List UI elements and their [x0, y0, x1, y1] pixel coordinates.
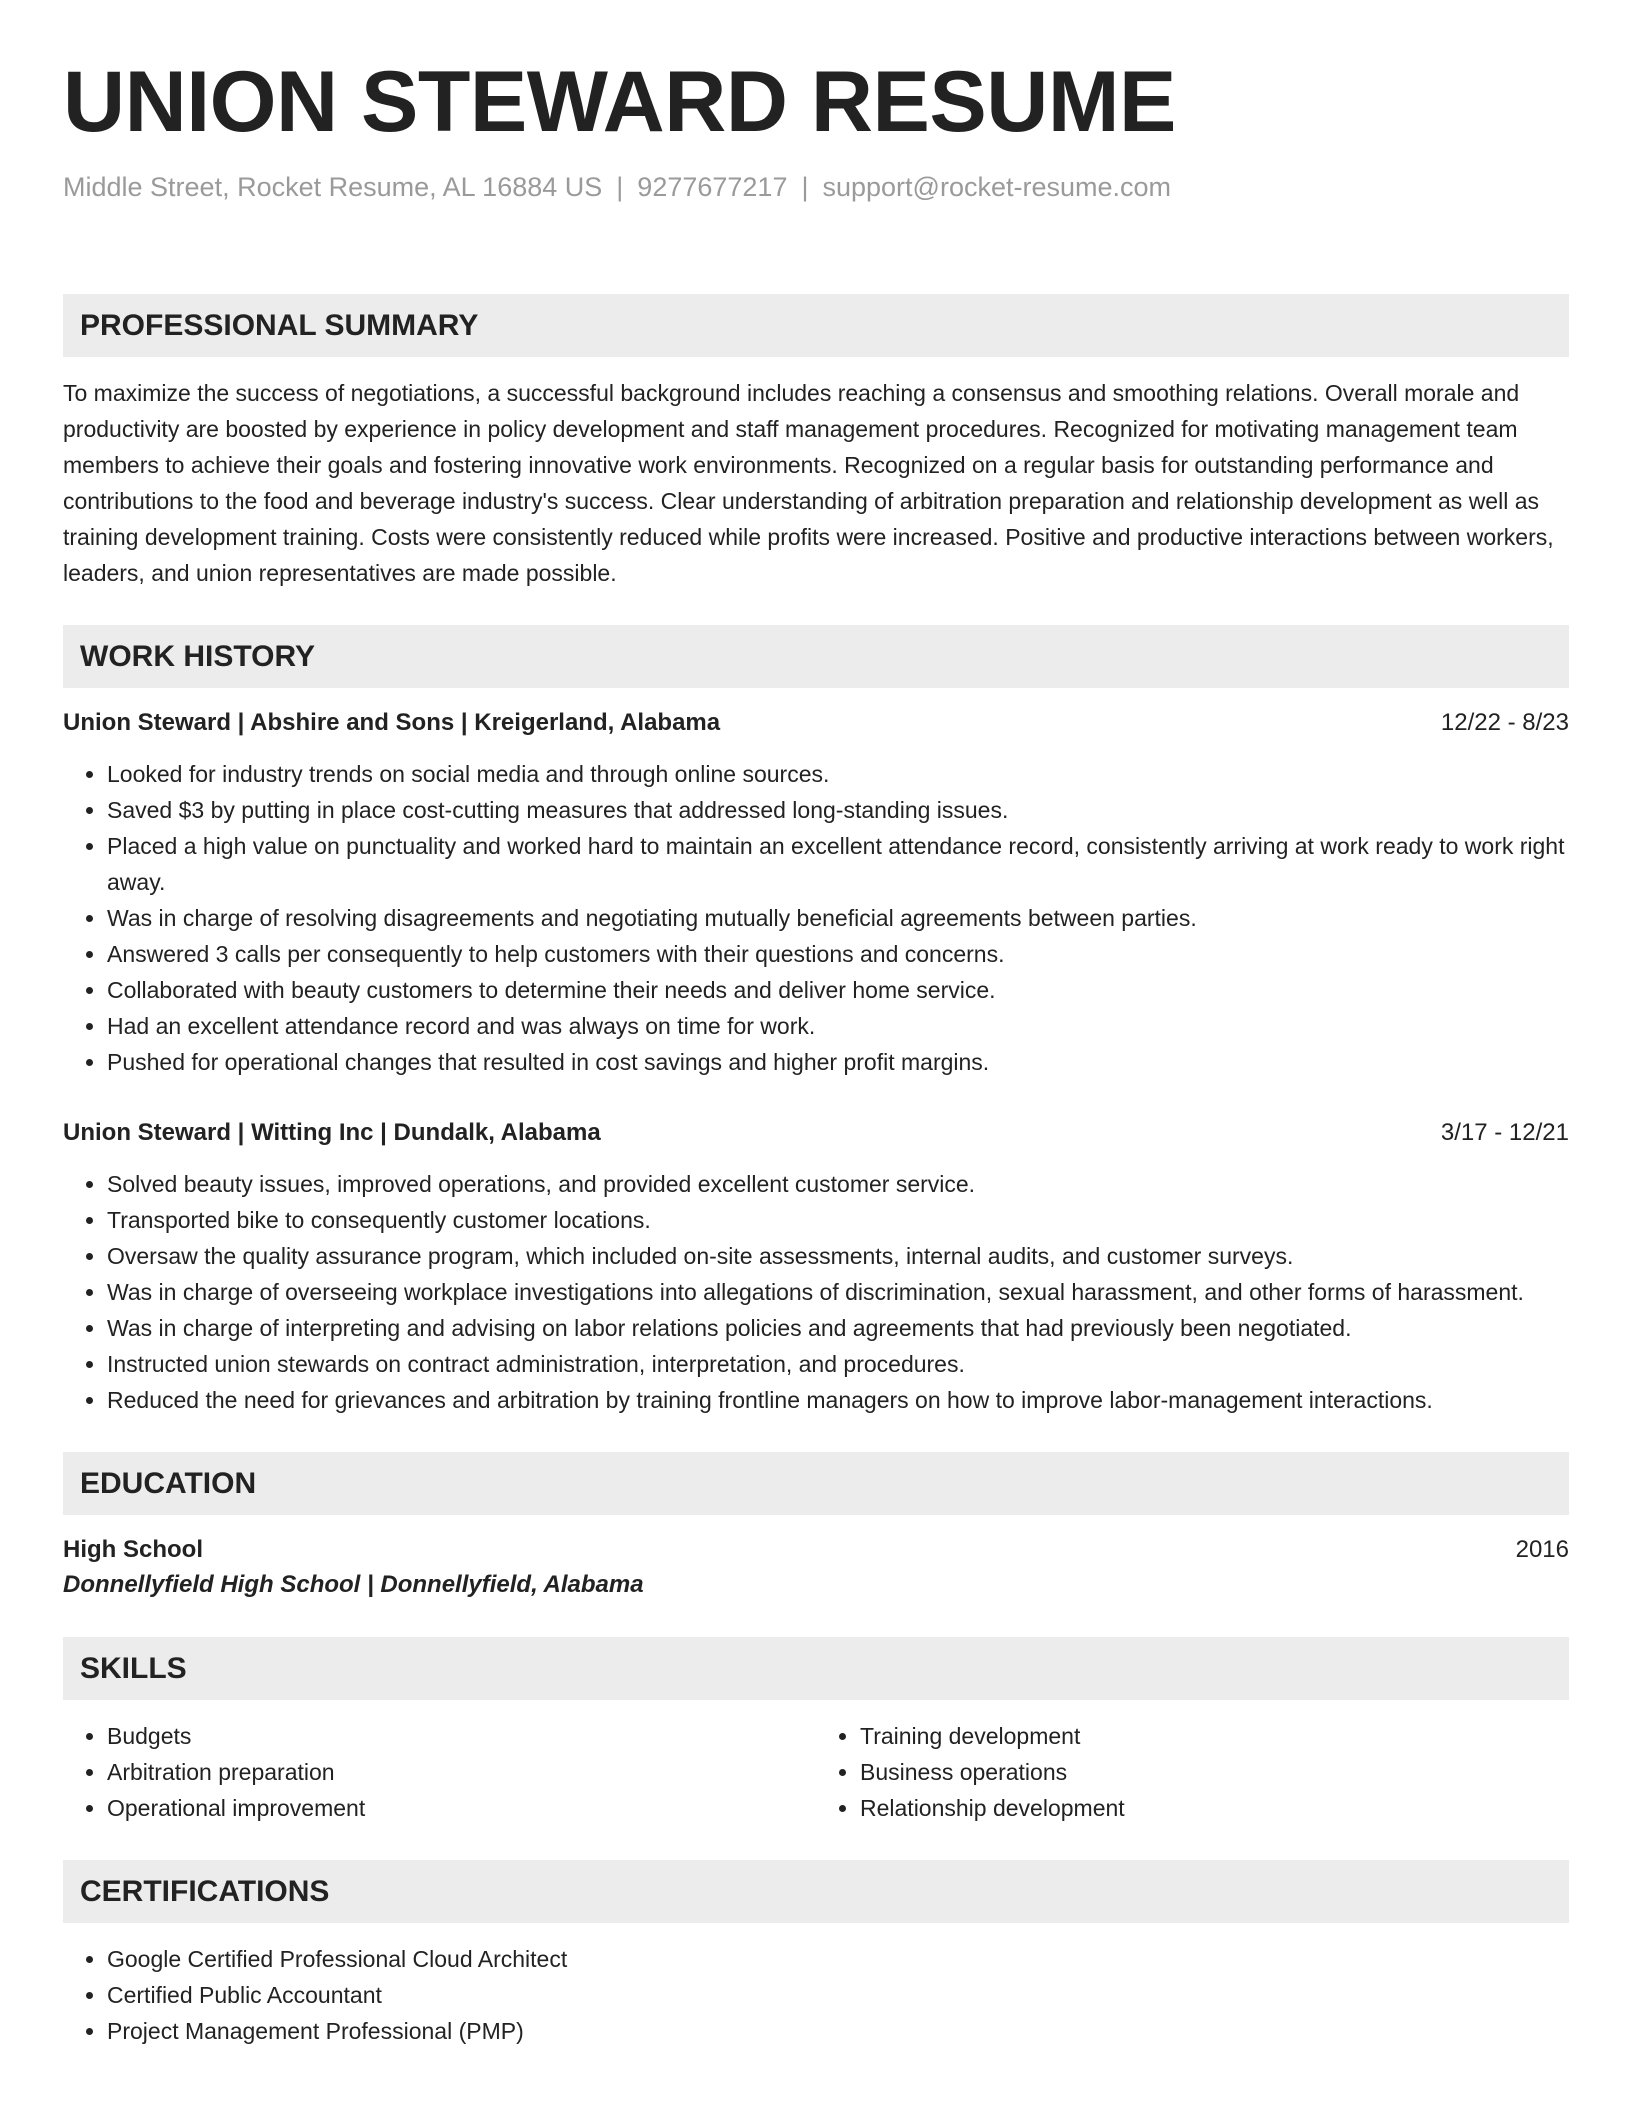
list-item: • Was in charge of overseeing workplace investigations into allegations of discrimination, sexual harassment, and other forms of harassment. [107, 1274, 1569, 1310]
job-entry [63, 1116, 1569, 1418]
list-item: • Budgets [107, 1718, 816, 1754]
list-item: • Was in charge of resolving disagreements and negotiating mutually beneficial agreements between parties. [107, 900, 1569, 936]
section-heading: WORK HISTORY [63, 625, 1569, 688]
summary-section [63, 294, 1569, 591]
certifications-list [63, 1941, 1569, 2049]
education-header [63, 1533, 1569, 1567]
education-entry [63, 1533, 1569, 1603]
contact-line [63, 170, 1569, 204]
skills-section [63, 1637, 1569, 1826]
education-year: 2016 [1515, 1536, 1569, 1563]
list-item: • Project Management Professional (PMP) [107, 2013, 1569, 2049]
list-item: • Was in charge of interpreting and advising on labor relations policies and agreements that had previously been negotiated. [107, 1310, 1569, 1346]
list-item: • Google Certified Professional Cloud Architect [107, 1941, 1569, 1977]
contact-email: support@rocket-resume.com [822, 172, 1172, 202]
certifications-section [63, 1860, 1569, 2049]
list-item: • Business operations [860, 1754, 1569, 1790]
skills-list-left [63, 1718, 816, 1826]
list-item: • Transported bike to consequently customer locations. [107, 1202, 1569, 1238]
list-item: • Saved $3 by putting in place cost-cutting measures that addressed long-standing issues. [107, 792, 1569, 828]
section-heading: CERTIFICATIONS [63, 1860, 1569, 1923]
education-degree: High School [63, 1536, 203, 1563]
list-item: • Answered 3 calls per consequently to help customers with their questions and concerns. [107, 936, 1569, 972]
education-section [63, 1452, 1569, 1603]
list-item: • Relationship development [860, 1790, 1569, 1826]
list-item: • Arbitration preparation [107, 1754, 816, 1790]
job-date: 3/17 - 12/21 [1440, 1119, 1569, 1146]
list-item: • Pushed for operational changes that resulted in cost savings and higher profit margins. [107, 1044, 1569, 1080]
work-history-section [63, 625, 1569, 1418]
list-item: • Had an excellent attendance record and was always on time for work. [107, 1008, 1569, 1044]
skills-list-right [816, 1718, 1569, 1826]
skills-columns [63, 1718, 1569, 1826]
list-item: • Certified Public Accountant [107, 1977, 1569, 2013]
job-title: Union Steward | Witting Inc | Dundalk, Alabama [63, 1119, 601, 1146]
list-item: • Solved beauty issues, improved operations, and provided excellent customer service. [107, 1166, 1569, 1202]
job-date: 12/22 - 8/23 [1440, 709, 1569, 736]
list-item: • Placed a high value on punctuality and worked hard to maintain an excellent attendance record, consistently arriving at work ready to work right away. [107, 828, 1569, 900]
list-item: • Instructed union stewards on contract administration, interpretation, and procedures. [107, 1346, 1569, 1382]
contact-address: Middle Street, Rocket Resume, AL 16884 US [63, 172, 603, 202]
contact-phone: 9277677217 [637, 172, 788, 202]
certifications-block [63, 1941, 1569, 2049]
section-heading: EDUCATION [63, 1452, 1569, 1515]
summary-text: To maximize the success of negotiations, a successful background includes reaching a consensus and smoothing relations. Overall morale and productivity are boosted by experience in policy development and staff management procedures. Recognized for motivating management team members to achieve their goals and fostering innovative work environments. Recognized on a regular basis for outstanding performance and contributions to the food and beverage industry's success. Clear understanding of arbitration preparation and relationship development as well as training development training. Costs were consistently reduced while profits were increased. Positive and productive interactions between workers, leaders, and union representatives are made possible. [63, 380, 1554, 586]
section-heading: PROFESSIONAL SUMMARY [63, 294, 1569, 357]
list-item: • Oversaw the quality assurance program, which included on-site assessments, internal audits, and customer surveys. [107, 1238, 1569, 1274]
contact-separator: | [616, 172, 624, 202]
list-item: • Operational improvement [107, 1790, 816, 1826]
resume-title: UNION STEWARD RESUME [63, 54, 1176, 150]
job-header [63, 1116, 1569, 1150]
job-bullets [63, 756, 1569, 1080]
contact-separator: | [801, 172, 809, 202]
section-heading: SKILLS [63, 1637, 1569, 1700]
list-item: • Training development [860, 1718, 1569, 1754]
job-entry [63, 706, 1569, 1080]
list-item: • Reduced the need for grievances and arbitration by training frontline managers on how to improve labor-management interactions. [107, 1382, 1569, 1418]
job-header [63, 706, 1569, 740]
list-item: • Looked for industry trends on social media and through online sources. [107, 756, 1569, 792]
list-item: • Collaborated with beauty customers to determine their needs and deliver home service. [107, 972, 1569, 1008]
job-bullets [63, 1166, 1569, 1418]
job-title: Union Steward | Abshire and Sons | Kreigerland, Alabama [63, 709, 721, 736]
education-school: Donnellyfield High School | Donnellyfield, Alabama [63, 1571, 644, 1598]
